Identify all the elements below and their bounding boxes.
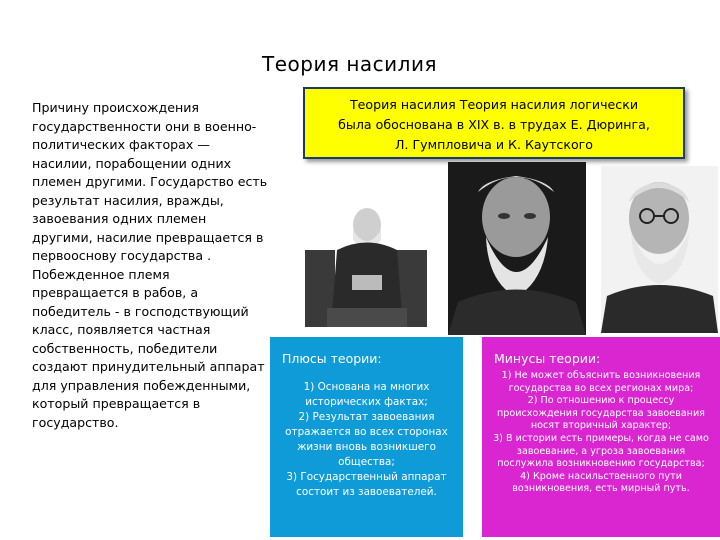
- portrait-duhring: [297, 190, 437, 327]
- cons-panel: [482, 337, 720, 537]
- pros-title: Плюсы теории:: [282, 351, 382, 366]
- portrait-gumplowicz: [448, 162, 586, 335]
- slide-title: Теория насилия: [262, 52, 437, 76]
- callout-line-1: Теория насилия Теория насилия логически: [349, 97, 638, 112]
- theory-description: Причину происхождения государственности они в военно-политических факторах — насилии, порабощении одних племен другими. Государство есть результат насилия, вражды, завоевания одних племен другими, насилие превращается в первооснову государства . Побежденное племя превращается в рабов, а победитель - в господствующий класс, появляется частная собственность, победители создают принудительный аппарат для управления побежденными, который превращается в государство.: [32, 100, 268, 430]
- pros-item: 1) Основана на многих исторических фактах;: [303, 381, 430, 408]
- cons-item: 3) В истории есть примеры, когда не само завоевание, а угроза завоевания послужила возникновению государства;: [493, 432, 709, 470]
- pros-panel: [270, 337, 463, 537]
- cons-item: 4) Кроме насильственного пути возникновения, есть мирный путь.: [512, 470, 690, 495]
- cons-item: 1) Не может объяснить возникновения государства во всех регионах мира;: [501, 370, 701, 394]
- callout-line-2: была обоснована в XIX в. в трудах Е. Дюринга,: [338, 117, 650, 132]
- pros-item: 2) Результат завоевания отражается во всех сторонах жизни вновь возникшего общества;: [285, 411, 448, 468]
- portrait-kautsky: [601, 166, 718, 333]
- pros-item: 3) Государственный аппарат состоит из завоевателей.: [286, 471, 447, 498]
- authors-callout: [303, 87, 685, 159]
- cons-item: 2) По отношению к процессу происхождения государства завоевания носят вторичный характер;: [497, 395, 705, 432]
- cons-title: Минусы теории:: [494, 351, 601, 366]
- callout-line-3: Л. Гумпловича и К. Каутского: [394, 137, 593, 152]
